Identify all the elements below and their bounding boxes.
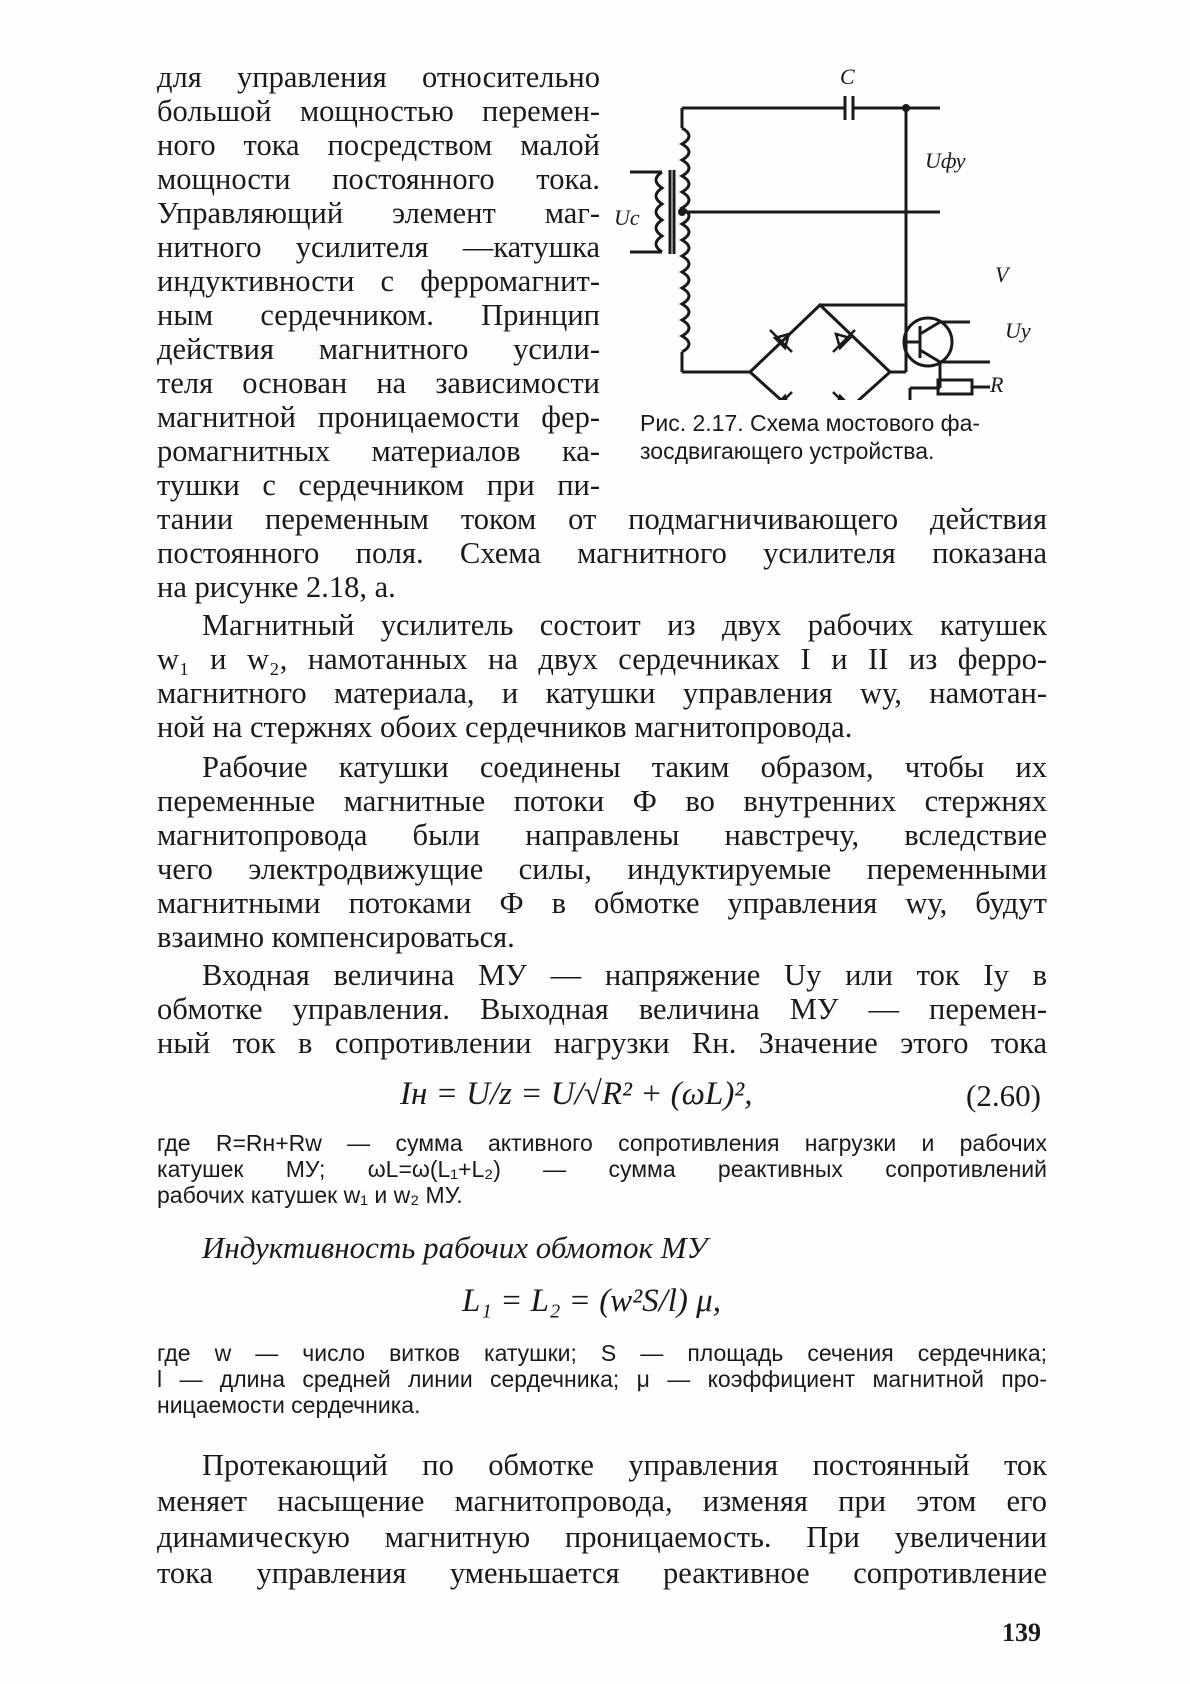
label-transistor: V bbox=[995, 262, 1009, 287]
formula-current: Iн = U/z = U/√R² + (ωL)², bbox=[400, 1076, 753, 1112]
formula-note: катушек МУ; ωL=ω(L₁+L₂) — сумма реактивных сопротивлений bbox=[157, 1156, 1047, 1182]
text-line: нитного усилителя —катушка bbox=[157, 230, 600, 264]
text-line: динамическую магнитную проницаемость. При увеличении bbox=[157, 1520, 1047, 1554]
text-line: чего электродвижущие силы, индуктируемые переменными bbox=[157, 852, 1047, 886]
equation-number: (2.60) bbox=[966, 1078, 1041, 1113]
text-line: Рабочие катушки соединены таким образом, чтобы их bbox=[202, 750, 1047, 784]
text-line: Магнитный усилитель состоит из двух рабочих катушек bbox=[202, 608, 1047, 642]
text-line: взаимно компенсироваться. bbox=[157, 920, 515, 954]
label-uy: Uу bbox=[1005, 318, 1031, 343]
formula-note: где w — число витков катушки; S — площадь сечения сердечника; bbox=[157, 1340, 1047, 1366]
text-line: Входная величина МУ — напряжение Uу или ток Iу в bbox=[202, 958, 1047, 992]
text-line: Протекающий по обмотке управления постоянный ток bbox=[202, 1448, 1047, 1482]
text-line: тушки с сердечником при пи- bbox=[157, 468, 600, 502]
formula-note: ницаемости сердечника. bbox=[157, 1392, 421, 1418]
bridge-phase-shifter-circuit bbox=[620, 60, 1060, 400]
text-line: ным сердечником. Принцип bbox=[157, 298, 600, 332]
text-line: ромагнитных материалов ка- bbox=[157, 434, 600, 468]
label-ufy: Uфу bbox=[925, 148, 966, 173]
label-capacitor: C bbox=[840, 64, 855, 89]
text-line: магнитопровода были направлены навстречу, вследствие bbox=[157, 818, 1047, 852]
text-line: магнитными потоками Ф в обмотке управления wу, будут bbox=[157, 886, 1047, 920]
label-resistor: R bbox=[990, 372, 1004, 397]
text-line: обмотке управления. Выходная величина МУ — перемен- bbox=[157, 992, 1047, 1026]
page-number: 139 bbox=[1002, 1618, 1041, 1647]
text-line: переменные магнитные потоки Ф во внутренних стержнях bbox=[157, 784, 1047, 818]
text-line: мощности постоянного тока. bbox=[157, 162, 600, 196]
text-line: действия магнитного усили- bbox=[157, 332, 600, 366]
text-line: теля основан на зависимости bbox=[157, 366, 600, 400]
text-line: ной на стержнях обоих сердечников магнитопровода. bbox=[157, 710, 853, 744]
formula-inductance: L₁ = L₂ = (w²S/l) μ, bbox=[462, 1283, 721, 1319]
text-line: ный ток в сопротивлении нагрузки Rн. Значение этого тока bbox=[157, 1026, 1047, 1060]
text-line: магнитной проницаемости фер- bbox=[157, 400, 600, 434]
formula-note: рабочих катушек w₁ и w₂ МУ. bbox=[157, 1182, 463, 1208]
text-line: ного тока посредством малой bbox=[157, 128, 600, 162]
formula-note: l — длина средней линии сердечника; μ — коэффициент магнитной про- bbox=[157, 1366, 1047, 1392]
text-line: большой мощностью перемен- bbox=[157, 94, 600, 128]
text-line: меняет насыщение магнитопровода, изменяя при этом его bbox=[157, 1484, 1047, 1518]
subheading-inductance: Индуктивность рабочих обмоток МУ bbox=[202, 1230, 708, 1265]
label-uc: Uc bbox=[614, 205, 640, 230]
text-line: тании переменным током от подмагничивающего действия bbox=[157, 502, 1047, 536]
formula-note: где R=Rн+Rw — сумма активного сопротивления нагрузки и рабочих bbox=[157, 1130, 1047, 1156]
text-line: на рисунке 2.18, а. bbox=[157, 570, 396, 604]
text-line: Управляющий элемент маг- bbox=[157, 196, 600, 230]
text-line: магнитного материала, и катушки управления wу, намотан- bbox=[157, 676, 1047, 710]
text-line: для управления относительно bbox=[157, 60, 600, 94]
text-line: постоянного поля. Схема магнитного усилителя показана bbox=[157, 536, 1047, 570]
text-line: тока управления уменьшается реактивное сопротивление bbox=[157, 1556, 1047, 1590]
text-line: индуктивности с ферромагнит- bbox=[157, 264, 600, 298]
text-line: w₁ и w₂, намотанных на двух сердечниках I и II из ферро- bbox=[157, 642, 1047, 676]
figure-caption: зосдвигающего устройства. bbox=[640, 438, 935, 464]
figure-caption: Рис. 2.17. Схема мостового фа- bbox=[640, 410, 981, 436]
